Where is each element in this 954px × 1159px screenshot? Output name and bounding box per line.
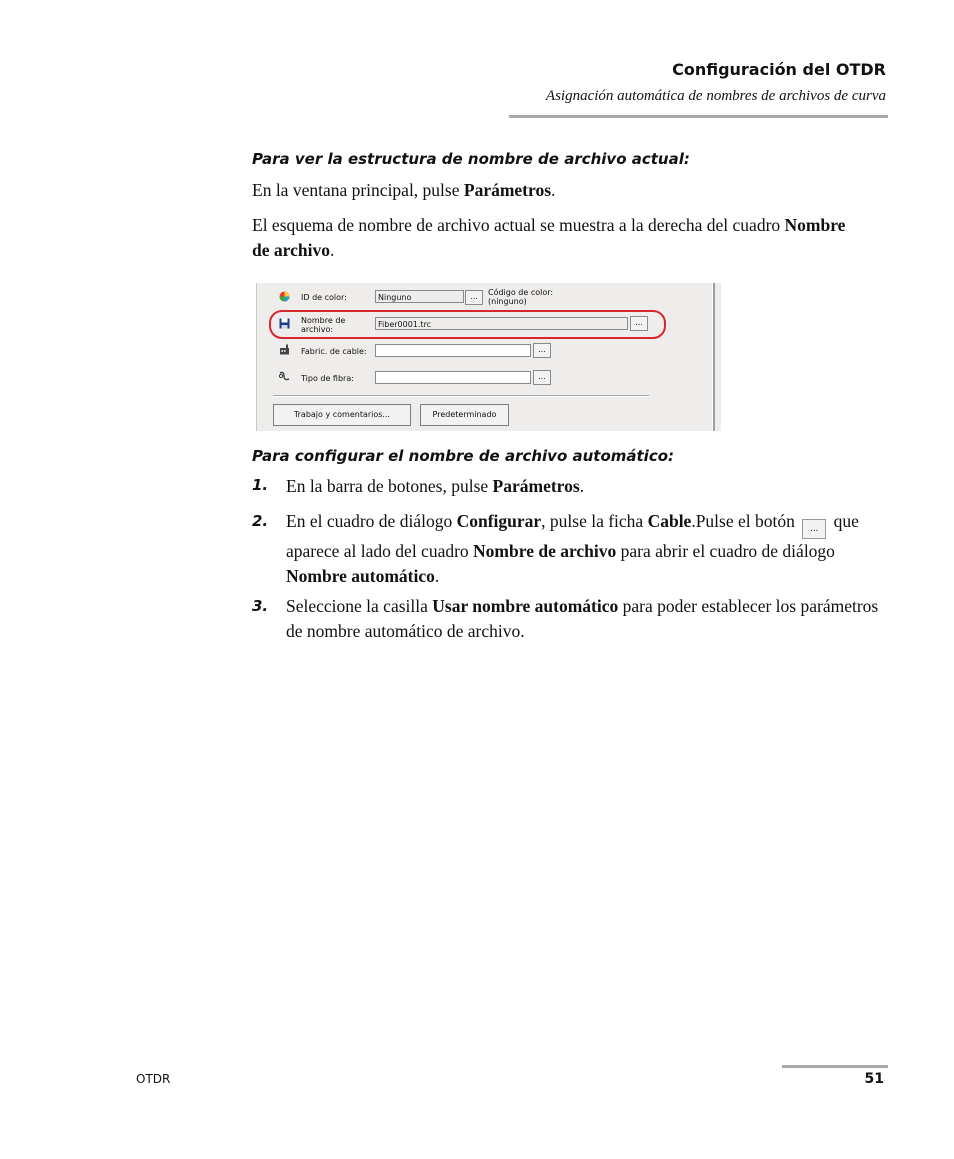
fiber-type-field[interactable] (375, 371, 531, 384)
floppy-disk-icon (279, 318, 290, 329)
step-3-text (286, 594, 886, 644)
section-heading-current-filename: Para ver la estructura de nombre de archivo actual: (252, 150, 690, 168)
text: .Pulse el botón (691, 511, 795, 531)
page-header-subtitle: Asignación automática de nombres de archivos de curva (545, 88, 886, 104)
default-button[interactable]: Predeterminado (420, 404, 509, 426)
bold-term: Configurar (456, 511, 542, 531)
step-2-text (286, 509, 866, 589)
text: En el cuadro de diálogo (286, 511, 457, 531)
paragraph-filename-scheme (252, 213, 852, 263)
bold-term: Cable (647, 511, 692, 531)
filename-browse-button[interactable]: ... (630, 316, 648, 331)
text: En la barra de botones, pulse (286, 476, 493, 496)
fiber-icon (279, 371, 290, 382)
text: para poder establecer los parámetros de nombre automático de archivo. (286, 596, 879, 641)
cable-maker-label: Fabric. de cable: (301, 347, 367, 356)
text: . (551, 180, 556, 200)
filename-label-line1: Nombre de (301, 316, 346, 325)
page-header-title: Configuración del OTDR (672, 60, 886, 79)
bold-term: Parámetros (463, 180, 552, 200)
section-heading-configure-auto-filename: Para configurar el nombre de archivo automático: (252, 447, 675, 465)
color-wheel-icon (279, 291, 290, 302)
text: . (434, 566, 440, 586)
header-rule (509, 115, 888, 118)
filename-label-line2: archivo: (301, 325, 334, 334)
fiber-type-label: Tipo de fibra: (301, 374, 354, 383)
bold-term: Nombre de archivo (252, 215, 846, 260)
color-id-label: ID de color: (301, 293, 347, 302)
bold-term: Usar nombre automático (432, 596, 619, 616)
text: . (579, 476, 585, 496)
color-id-browse-button[interactable]: ... (465, 290, 483, 305)
page-number: 51 (864, 1071, 884, 1087)
text: El esquema de nombre de archivo actual se muestra a la derecha del cuadro (252, 215, 785, 235)
color-id-field[interactable]: Ninguno (375, 290, 464, 303)
step-number: 1. (252, 476, 269, 494)
bold-term: Nombre de archivo (473, 541, 617, 561)
text: . (329, 240, 335, 260)
bold-term: Parámetros (492, 476, 580, 496)
factory-icon (279, 344, 290, 355)
text: que aparece al lado del cuadro (286, 511, 859, 561)
cable-maker-browse-button[interactable]: ... (533, 343, 551, 358)
filename-field[interactable]: Fiber0001.trc (375, 317, 628, 330)
divider (273, 395, 649, 397)
step-number: 3. (252, 597, 269, 615)
color-code-label: Código de color: (488, 288, 554, 297)
text: En la ventana principal, pulse (252, 180, 464, 200)
fiber-type-browse-button[interactable]: ... (533, 370, 551, 385)
footer-rule (782, 1065, 888, 1068)
cable-maker-field[interactable] (375, 344, 531, 357)
text: para abrir el cuadro de diálogo (616, 541, 835, 561)
footer-product: OTDR (136, 1072, 171, 1086)
bold-term: Nombre automático (286, 566, 435, 586)
browse-button-illustration: ... (802, 519, 826, 539)
job-comments-button[interactable]: Trabajo y comentarios... (273, 404, 411, 426)
text: , pulse la ficha (541, 511, 648, 531)
color-code-value: (ninguno) (488, 297, 527, 306)
step-1-text (286, 474, 886, 499)
paragraph-main-window (252, 178, 872, 203)
step-number: 2. (252, 512, 269, 530)
text: Seleccione la casilla (286, 596, 433, 616)
settings-screenshot (256, 283, 721, 431)
screenshot-border (712, 283, 715, 431)
